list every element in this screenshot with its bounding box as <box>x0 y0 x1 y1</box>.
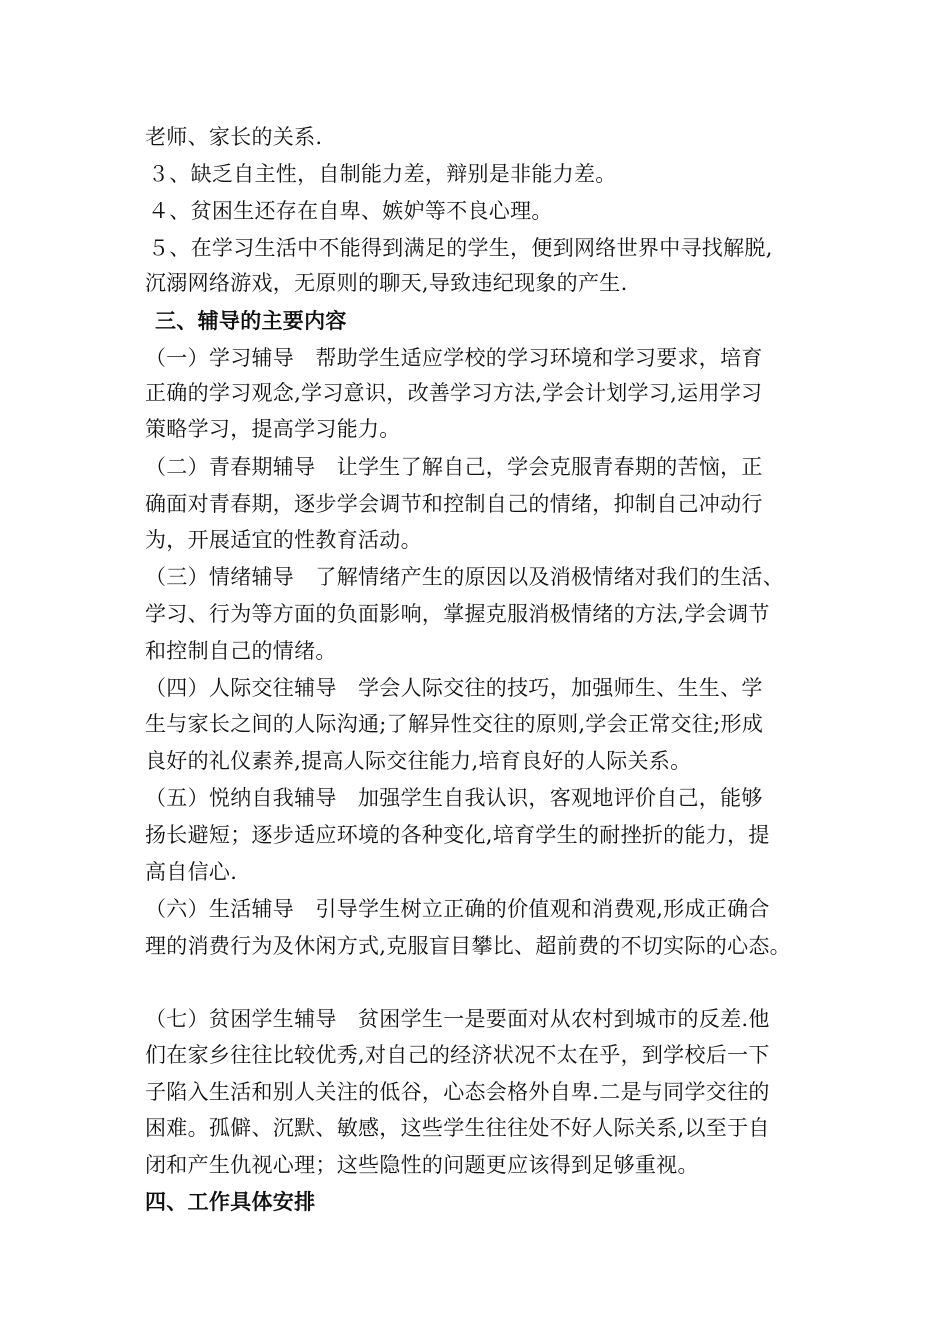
paragraph-line: 学习、行为等方面的负面影响，掌握克服消极情绪的方法,学会调节 <box>145 602 770 626</box>
section-heading: 四、工作具体安排 <box>145 1189 316 1214</box>
paragraph-line: 扬长避短；逐步适应环境的各种变化,培育学生的耐挫折的能力，提 <box>145 823 770 847</box>
paragraph-line: （一）学习辅导 帮助学生适应学校的学习环境和学习要求，培育 <box>145 346 763 370</box>
paragraph-line: 生与家长之间的人际沟通;了解异性交往的原则,学会正常交往;形成 <box>145 712 764 736</box>
paragraph-line: 困难。孤僻、沉默、敏感，这些学生往往处不好人际关系,以至于自 <box>145 1116 770 1140</box>
list-item: ３、缺乏自主性，自制能力差，辩别是非能力差。 <box>148 162 617 186</box>
paragraph-line: 策略学习，提高学习能力。 <box>145 417 401 441</box>
paragraph-line: 为，开展适宜的性教育活动。 <box>145 528 422 552</box>
paragraph-line: 良好的礼仪素养,提高人际交往能力,培育良好的人际关系。 <box>145 749 692 773</box>
paragraph-line: 子陷入生活和别人关注的低谷，心态会格外自卑.二是与同学交往的 <box>145 1080 770 1104</box>
paragraph-line: 们在家乡往往比较优秀,对自己的经济状况不太在乎，到学校后一下 <box>145 1043 770 1067</box>
list-item: ５、在学习生活中不能得到满足的学生，便到网络世界中寻找解脱, <box>148 236 773 260</box>
paragraph-line: 确面对青春期，逐步学会调节和控制自己的情绪，抑制自己冲动行 <box>145 492 763 516</box>
paragraph-line: （五）悦纳自我辅导 加强学生自我认识，客观地评价自己，能够 <box>145 786 763 810</box>
paragraph-line: 和控制自己的情绪。 <box>145 639 337 663</box>
paragraph-line: （三）情绪辅导 了解情绪产生的原因以及消极情绪对我们的生活、 <box>145 565 784 589</box>
paragraph-line: （二）青春期辅导 让学生了解自己，学会克服青春期的苦恼，正 <box>145 455 763 479</box>
list-item: ４、贫困生还存在自卑、嫉妒等不良心理。 <box>148 199 553 223</box>
paragraph-line: （四）人际交往辅导 学会人际交往的技巧，加强师生、生生、学 <box>145 676 763 700</box>
paragraph-line: 正确的学习观念,学习意识，改善学习方法,学会计划学习,运用学习 <box>145 381 763 405</box>
paragraph-line: 沉溺网络游戏，无原则的聊天,导致违纪现象的产生. <box>145 271 628 295</box>
paragraph-line: 老师、家长的关系. <box>145 125 323 149</box>
paragraph-line: 高自信心. <box>145 860 238 884</box>
section-heading: 三、辅导的主要内容 <box>155 308 347 333</box>
paragraph-line: 理的消费行为及休闲方式,克服盲目攀比、超前费的不切实际的心态。 <box>145 934 791 958</box>
paragraph-line: 闭和产生仇视心理；这些隐性的问题更应该得到足够重视。 <box>145 1153 699 1177</box>
paragraph-line: （七）贫困学生辅导 贫困学生一是要面对从农村到城市的反差.他 <box>145 1007 770 1031</box>
paragraph-line: （六）生活辅导 引导学生树立正确的价值观和消费观,形成正确合 <box>145 897 770 921</box>
